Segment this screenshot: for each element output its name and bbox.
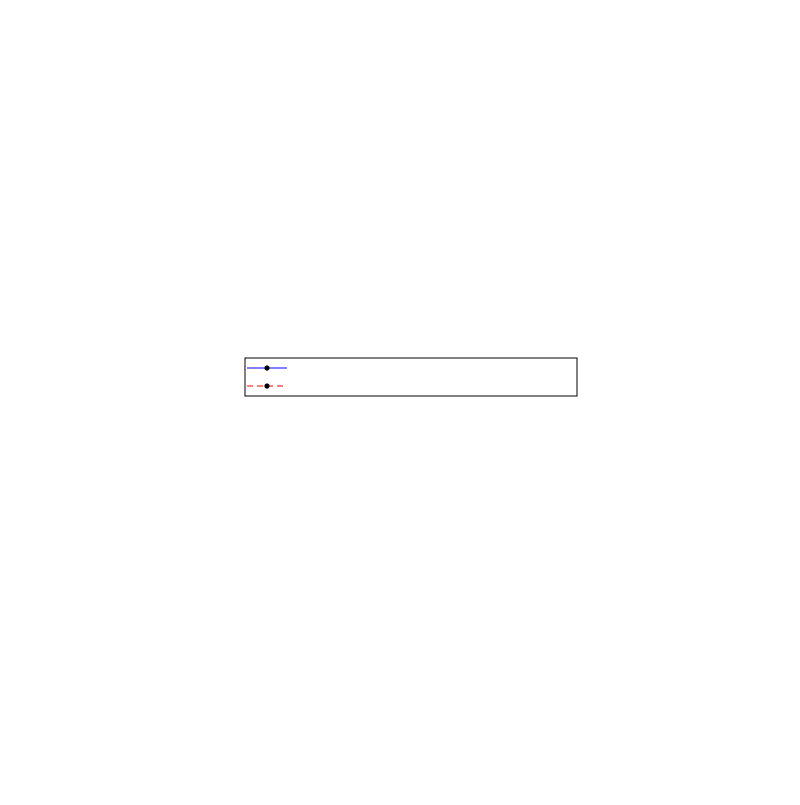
legend (245, 358, 577, 396)
legend-marker-control (264, 365, 269, 370)
legend-marker-pmip (264, 383, 269, 388)
legend-box (245, 358, 577, 396)
